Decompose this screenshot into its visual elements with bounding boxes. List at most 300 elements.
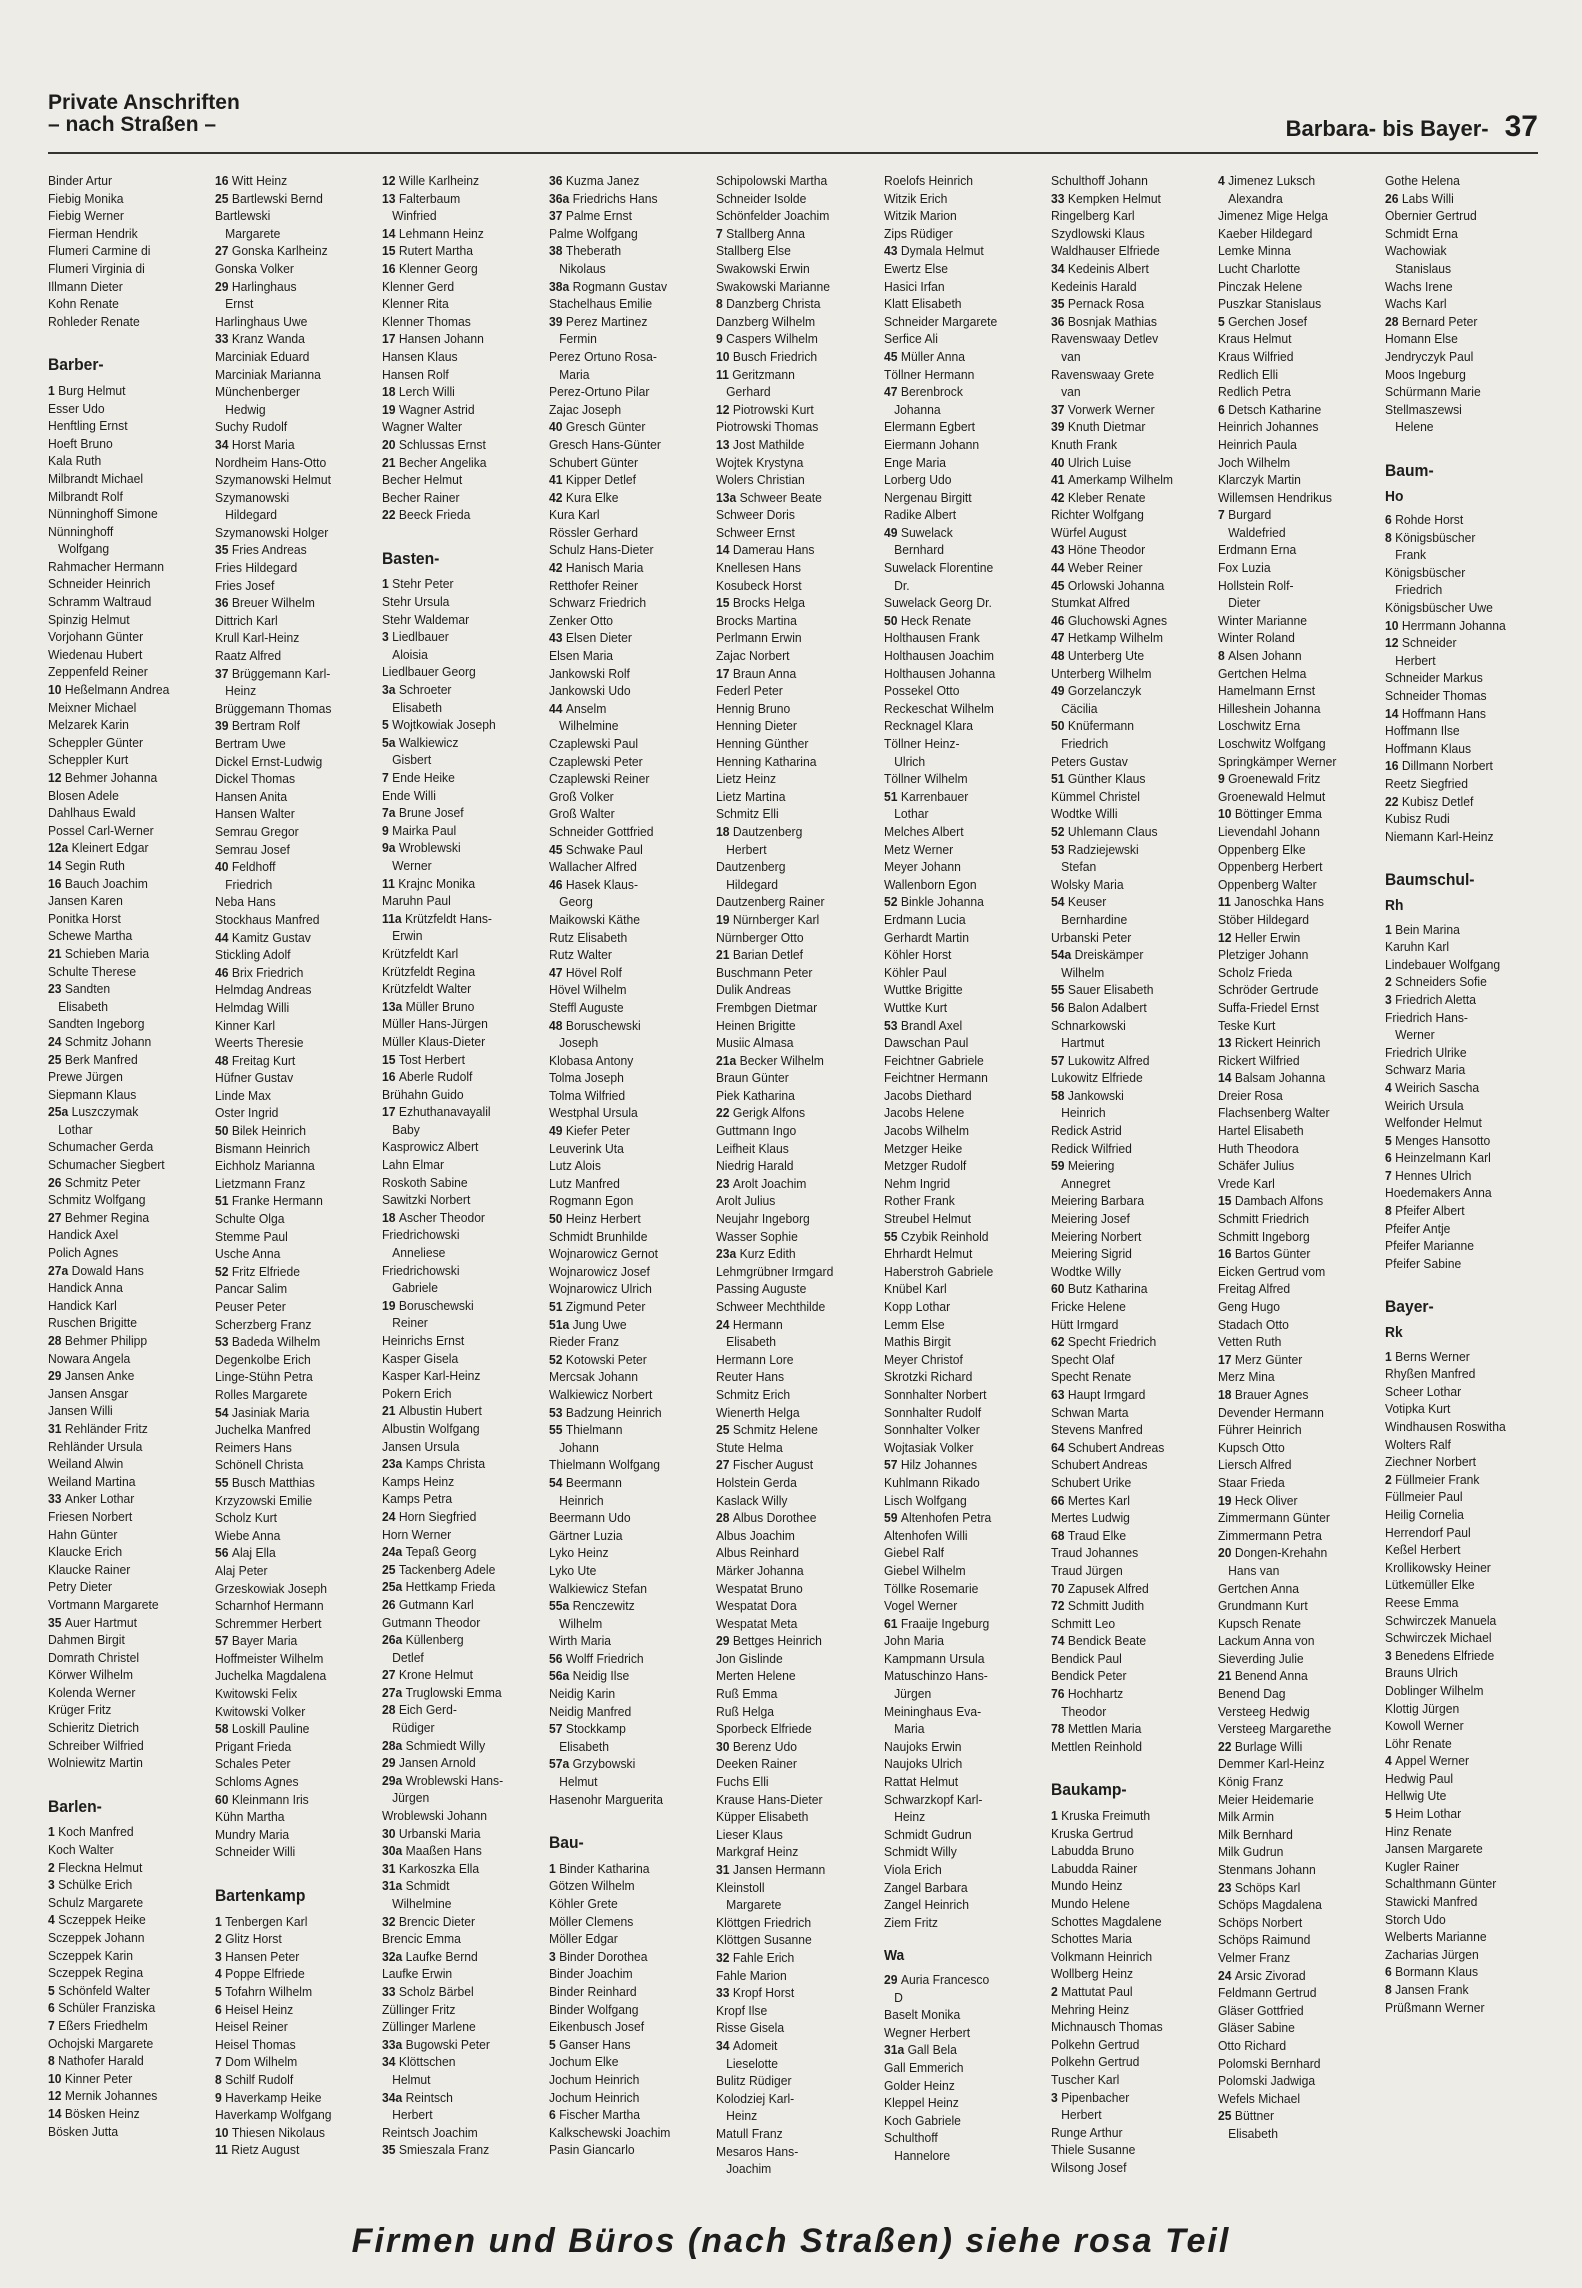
- spacer: [1385, 845, 1535, 857]
- resident-name: Czybik Reinhold: [900, 1228, 989, 1244]
- house-number: 61: [883, 1615, 901, 1631]
- resident-name: Boruschewski: [566, 1017, 642, 1033]
- resident-entry: [1218, 735, 1368, 753]
- resident-name: Lieselotte: [716, 2055, 779, 2071]
- district-code: Rk: [1384, 1324, 1403, 1342]
- resident-name: Wojnarowicz Ulrich: [549, 1281, 653, 1297]
- resident-entry: [549, 717, 699, 735]
- resident-name: Rutz Elisabeth: [549, 929, 628, 945]
- resident-name: Schipolowski Martha: [716, 173, 828, 188]
- resident-name: Dom Wilhelm: [225, 2054, 298, 2070]
- resident-name: Dr.: [883, 577, 910, 593]
- resident-entry: [48, 1297, 198, 1315]
- resident-name: Hansen Klaus: [382, 348, 458, 364]
- spacer: [1385, 1272, 1535, 1284]
- resident-entry: [1051, 506, 1201, 524]
- resident-name: Siepmann Klaus: [48, 1086, 137, 1102]
- house-number: 30: [716, 1738, 734, 1754]
- resident-name: Thiele Susanne: [1050, 2142, 1135, 2158]
- resident-name: Brix Friedrich: [231, 964, 304, 980]
- resident-name: Fischer August: [733, 1457, 814, 1473]
- resident-name: Melzarek Karin: [48, 717, 129, 733]
- house-number: 16: [48, 875, 65, 891]
- house-number: 31: [716, 1862, 734, 1877]
- resident-entry: [1385, 366, 1535, 384]
- resident-entry: [48, 892, 198, 910]
- resident-name: Schülke Erich: [58, 1877, 133, 1893]
- resident-name: van: [1050, 348, 1081, 364]
- resident-name: Brencic Emma: [382, 1931, 462, 1947]
- resident-entry: [549, 1052, 699, 1070]
- resident-entry: [1218, 612, 1368, 630]
- resident-entry: [382, 1244, 532, 1262]
- resident-entry: [1385, 1752, 1535, 1770]
- resident-name: Berk Manfred: [64, 1051, 138, 1067]
- resident-entry: [1218, 559, 1368, 577]
- house-number: 16: [1217, 1246, 1235, 1262]
- resident-entry: [1218, 1879, 1368, 1897]
- resident-entry: [382, 1614, 532, 1632]
- resident-entry: [48, 1244, 198, 1262]
- house-number: 33: [215, 331, 232, 347]
- resident-entry: [1385, 1893, 1535, 1911]
- resident-name: Groß Volker: [549, 788, 615, 804]
- resident-name: Jankowski Udo: [549, 683, 631, 699]
- resident-entry: [48, 1033, 198, 1051]
- resident-name: Palme Ernst: [566, 208, 633, 224]
- resident-entry: [382, 628, 532, 646]
- resident-name: Heinz: [215, 683, 257, 699]
- resident-name: Grundmann Kurt: [1217, 1598, 1308, 1614]
- resident-name: Friedrichowski: [382, 1262, 460, 1278]
- house-number: 12: [1217, 929, 1235, 945]
- resident-name: Schulte Olga: [215, 1211, 285, 1227]
- resident-entry: [716, 1984, 866, 2002]
- house-number: 66: [1050, 1492, 1068, 1508]
- house-number: 14: [716, 542, 734, 558]
- resident-entry: [1051, 612, 1201, 630]
- resident-entry: [1218, 436, 1368, 454]
- house-number: 4: [1384, 1079, 1395, 1095]
- resident-entry: [48, 2070, 198, 2088]
- resident-name: Rutz Walter: [549, 947, 613, 963]
- resident-name: Redlich Petra: [1217, 384, 1291, 400]
- resident-entry: [716, 1667, 866, 1685]
- spacer: [48, 1772, 198, 1784]
- resident-name: Meier Heidemarie: [1217, 1791, 1314, 1807]
- resident-name: Wefels Michael: [1217, 2090, 1300, 2106]
- resident-name: Schneider Willi: [215, 1844, 296, 1860]
- house-number: 22: [1217, 1738, 1235, 1754]
- resident-name: Krajnc Monika: [398, 875, 476, 891]
- resident-name: Stumkat Alfred: [1050, 595, 1130, 611]
- resident-name: Kropf Ilse: [716, 2002, 768, 2018]
- house-number: 28: [382, 1702, 400, 1718]
- resident-entry: [716, 1210, 866, 1228]
- resident-name: Feichtner Hermann: [883, 1070, 988, 1086]
- house-number: 5: [1384, 1132, 1395, 1148]
- resident-entry: [884, 2094, 1034, 2112]
- resident-name: Kalkschewski Joachim: [549, 2124, 671, 2140]
- resident-name: Bertram Uwe: [215, 736, 286, 751]
- resident-entry: [549, 418, 699, 436]
- resident-entry: [1218, 1544, 1368, 1562]
- resident-entry: [549, 1632, 699, 1650]
- resident-name: Homann Else: [1384, 331, 1458, 347]
- resident-name: Jimenez Luksch: [1227, 173, 1315, 188]
- house-number: 51: [549, 1299, 567, 1314]
- resident-name: Keßel Herbert: [1384, 1542, 1461, 1558]
- spacer: [1051, 1755, 1201, 1767]
- resident-entry: [1218, 1703, 1368, 1721]
- resident-entry: [382, 593, 532, 611]
- resident-name: Brocks Helga: [733, 595, 806, 611]
- house-number: 27a: [382, 1684, 406, 1700]
- house-number: 9: [382, 822, 393, 838]
- resident-entry: [1051, 242, 1201, 260]
- house-number: 28: [48, 1333, 65, 1348]
- street-heading: Baukamp-: [1050, 1780, 1127, 1800]
- resident-entry: [48, 1402, 198, 1420]
- resident-name: Liersch Alfred: [1217, 1457, 1292, 1473]
- resident-name: Binder Reinhard: [549, 1983, 638, 1999]
- resident-name: Grzybowski: [572, 1756, 636, 1772]
- resident-entry: [48, 875, 198, 893]
- resident-entry: [716, 2072, 866, 2090]
- resident-name: Hövel Rolf: [566, 964, 623, 980]
- resident-entry: [382, 1772, 532, 1790]
- resident-entry: [884, 366, 1034, 384]
- resident-name: Thielmann: [566, 1422, 623, 1438]
- resident-entry: [1218, 1439, 1368, 1457]
- house-number: 23: [1217, 1879, 1235, 1895]
- house-number: 21: [382, 454, 400, 470]
- resident-entry: [716, 1650, 866, 1668]
- resident-name: Kinner Karl: [215, 1017, 276, 1033]
- resident-entry: [382, 207, 532, 225]
- resident-entry: [549, 700, 699, 718]
- resident-entry: [382, 646, 532, 664]
- resident-name: Loskill Pauline: [231, 1721, 310, 1737]
- resident-name: Jansen Frank: [1394, 1982, 1469, 1997]
- resident-entry: [716, 1527, 866, 1545]
- house-number: 16: [1384, 758, 1402, 774]
- resident-entry: [1218, 788, 1368, 806]
- resident-entry: [716, 1826, 866, 1844]
- resident-name: Klenner Georg: [399, 260, 479, 276]
- resident-entry: [48, 1561, 198, 1579]
- resident-entry: [215, 999, 365, 1017]
- resident-name: Schulthoff: [883, 2130, 938, 2146]
- house-number: 19: [1217, 1492, 1235, 1508]
- resident-entry: [884, 841, 1034, 859]
- resident-entry: [1051, 1615, 1201, 1633]
- resident-name: Schulte Therese: [48, 963, 137, 979]
- resident-name: Wolff Friedrich: [566, 1650, 644, 1666]
- resident-name: Maikowski Käthe: [549, 911, 641, 927]
- resident-name: Dautzenberg Rainer: [716, 894, 826, 910]
- resident-entry: [549, 1983, 699, 2001]
- resident-entry: [884, 436, 1034, 454]
- resident-name: Suwelack Georg Dr.: [883, 595, 992, 611]
- resident-entry: [1218, 1192, 1368, 1210]
- resident-entry: [1051, 1069, 1201, 1087]
- resident-entry: [1051, 366, 1201, 384]
- resident-entry: [382, 1103, 532, 1121]
- house-number: 50: [549, 1211, 567, 1227]
- resident-entry: [215, 383, 365, 401]
- resident-name: Witzik Erich: [883, 190, 947, 206]
- resident-name: Specht Friedrich: [1067, 1334, 1156, 1350]
- resident-entry: [716, 841, 866, 859]
- resident-name: Keuser: [1067, 894, 1106, 910]
- resident-name: Kura Elke: [566, 489, 619, 505]
- resident-entry: [884, 541, 1034, 559]
- resident-entry: [48, 242, 198, 260]
- resident-entry: [549, 2124, 699, 2142]
- resident-entry: [1051, 577, 1201, 595]
- resident-name: Götzen Wilhelm: [549, 1878, 635, 1894]
- resident-entry: [48, 611, 198, 629]
- resident-entry: [215, 1316, 365, 1334]
- resident-name: Holthausen Frank: [883, 630, 980, 646]
- resident-entry: [48, 1737, 198, 1755]
- resident-name: Kleinert Edgar: [71, 840, 149, 856]
- resident-name: Fermin: [549, 331, 598, 347]
- resident-name: Elsen Maria: [549, 648, 614, 664]
- resident-entry: [1051, 1492, 1201, 1510]
- resident-name: Holstein Gerda: [716, 1474, 798, 1490]
- resident-entry: [215, 242, 365, 260]
- house-number: 51: [1050, 771, 1068, 787]
- resident-name: Bartos Günter: [1234, 1246, 1311, 1262]
- resident-name: Bartlewski: [215, 208, 271, 224]
- resident-name: Lyko Ute: [549, 1562, 597, 1578]
- resident-entry: [1051, 2141, 1201, 2159]
- resident-entry: [48, 575, 198, 593]
- resident-entry: [1218, 1562, 1368, 1580]
- house-number: 34: [382, 2054, 400, 2070]
- resident-entry: [1385, 1097, 1535, 1115]
- resident-entry: [1051, 1017, 1201, 1035]
- resident-entry: [48, 734, 198, 752]
- resident-entry: [549, 2053, 699, 2071]
- resident-entry: [884, 1456, 1034, 1474]
- house-number: 36a: [549, 190, 573, 206]
- house-number: 28: [716, 1510, 734, 1526]
- resident-entry: [716, 1685, 866, 1703]
- resident-entry: [1051, 295, 1201, 313]
- resident-name: Becher Helmut: [382, 472, 463, 488]
- resident-name: Merz Günter: [1234, 1351, 1303, 1367]
- house-number: 6: [1217, 401, 1228, 417]
- resident-entry: [1051, 823, 1201, 841]
- resident-entry: [716, 1738, 866, 1756]
- resident-name: Votipka Kurt: [1384, 1401, 1451, 1417]
- resident-entry: [382, 681, 532, 699]
- resident-name: Stanislaus: [1384, 260, 1451, 276]
- resident-entry: [1218, 2107, 1368, 2125]
- house-number: 74: [1050, 1633, 1068, 1649]
- resident-name: Rietz August: [231, 2142, 300, 2158]
- resident-name: Winter Marianne: [1217, 612, 1307, 628]
- resident-name: Harlinghaus Uwe: [215, 313, 308, 329]
- resident-name: Unterberg Ute: [1067, 648, 1144, 664]
- resident-name: Lisch Wolfgang: [883, 1492, 967, 1508]
- resident-name: Kolodziej Karl-: [716, 2090, 795, 2106]
- resident-name: Renczewitz: [572, 1598, 635, 1614]
- resident-name: Scheer Lothar: [1384, 1383, 1462, 1399]
- resident-entry: [716, 1597, 866, 1615]
- house-number: 47: [883, 384, 901, 400]
- resident-entry: [1218, 1615, 1368, 1633]
- resident-name: Moos Ingeburg: [1384, 366, 1466, 382]
- house-number: 48: [215, 1052, 232, 1068]
- resident-name: Schottes Magdalene: [1050, 1913, 1162, 1929]
- resident-name: Rohleder Renate: [48, 313, 140, 329]
- resident-name: Balsam Johanna: [1234, 1070, 1326, 1086]
- house-number: 34: [716, 2037, 734, 2053]
- resident-entry: [382, 1402, 532, 1420]
- resident-name: Feichtner Gabriele: [883, 1052, 984, 1068]
- house-number: 29: [215, 278, 232, 294]
- resident-name: Krüger Fritz: [48, 1702, 112, 1718]
- resident-entry: [215, 1930, 365, 1948]
- resident-name: Nordheim Hans-Otto: [215, 454, 327, 470]
- resident-name: Bugowski Peter: [405, 2036, 491, 2052]
- resident-entry: [884, 1439, 1034, 1457]
- resident-name: Pancar Salim: [215, 1281, 288, 1297]
- resident-name: Albustin Wolfgang: [382, 1420, 480, 1436]
- resident-entry: [1051, 841, 1201, 859]
- resident-entry: [1218, 1984, 1368, 2002]
- resident-entry: [716, 366, 866, 384]
- header-title-line2: – nach Straßen –: [48, 113, 217, 136]
- resident-name: Mundo Helene: [1050, 1896, 1130, 1911]
- resident-entry: [382, 1226, 532, 1244]
- resident-name: Weirich Sascha: [1394, 1079, 1480, 1095]
- resident-entry: [48, 435, 198, 453]
- resident-entry: [215, 841, 365, 859]
- resident-name: Geng Hugo: [1217, 1299, 1280, 1314]
- resident-name: Stockhaus Manfred: [215, 911, 320, 927]
- resident-entry: [884, 418, 1034, 436]
- resident-entry: [716, 348, 866, 366]
- resident-name: D: [883, 1989, 903, 2005]
- resident-name: Groß Walter: [549, 806, 615, 822]
- resident-name: Usche Anna: [215, 1246, 281, 1262]
- resident-entry: [1218, 1052, 1368, 1070]
- resident-name: Theberath: [566, 243, 622, 259]
- resident-name: Schumacher Siegbert: [48, 1157, 165, 1173]
- resident-name: Hansen Rolf: [382, 366, 449, 382]
- resident-name: Waldhauser Elfriede: [1050, 243, 1160, 259]
- resident-name: Mertes Ludwig: [1050, 1510, 1130, 1526]
- resident-name: Mairka Paul: [392, 822, 457, 838]
- resident-entry: [215, 2089, 365, 2107]
- resident-name: Henning Günther: [716, 736, 809, 751]
- resident-name: Juchelka Magdalena: [215, 1668, 327, 1684]
- resident-name: Radike Albert: [883, 507, 956, 523]
- house-number: 17: [382, 331, 400, 347]
- resident-name: Behmer Regina: [64, 1209, 150, 1225]
- resident-entry: [48, 787, 198, 805]
- resident-entry: [382, 1948, 532, 1966]
- resident-entry: [1385, 383, 1535, 401]
- resident-entry: [1218, 1773, 1368, 1791]
- resident-entry: [382, 1455, 532, 1473]
- resident-entry: [1051, 1245, 1201, 1263]
- resident-entry: [215, 295, 365, 313]
- resident-entry: [1051, 524, 1201, 542]
- resident-name: Ehrhardt Helmut: [883, 1246, 972, 1262]
- resident-name: Pipenbacher: [1060, 2089, 1129, 2105]
- resident-entry: [48, 313, 198, 331]
- resident-entry: [382, 2018, 532, 2036]
- resident-entry: [1218, 1667, 1368, 1685]
- house-number: 14: [382, 225, 400, 241]
- resident-name: Alexandra: [1217, 190, 1283, 206]
- resident-entry: [1385, 810, 1535, 828]
- resident-entry: [716, 278, 866, 296]
- house-number: 1: [382, 576, 393, 592]
- resident-name: Handick Karl: [48, 1297, 117, 1313]
- house-number: 37: [549, 208, 567, 224]
- resident-entry: [215, 1280, 365, 1298]
- resident-name: Dymala Helmut: [900, 243, 984, 259]
- house-number: 13: [716, 436, 734, 452]
- resident-entry: [1385, 295, 1535, 313]
- resident-entry: [549, 1298, 699, 1316]
- house-number: 22: [382, 507, 400, 523]
- house-number: 20: [1217, 1545, 1235, 1561]
- resident-entry: [884, 647, 1034, 665]
- resident-entry: [1385, 260, 1535, 278]
- house-number: 60: [1050, 1281, 1068, 1297]
- resident-name: Heisel Thomas: [215, 2036, 296, 2052]
- resident-entry: [884, 946, 1034, 964]
- resident-entry: [48, 1103, 198, 1121]
- resident-name: Prewe Jürgen: [48, 1069, 123, 1085]
- resident-entry: [1218, 823, 1368, 841]
- resident-entry: [48, 822, 198, 840]
- resident-entry: [716, 1632, 866, 1650]
- resident-entry: [1051, 1368, 1201, 1386]
- resident-entry: [1051, 964, 1201, 982]
- resident-entry: [884, 2129, 1034, 2147]
- resident-name: Golder Heinz: [883, 2077, 955, 2093]
- resident-name: Hoffmann Ilse: [1384, 723, 1460, 739]
- resident-entry: [549, 1368, 699, 1386]
- house-number: 4: [1384, 1753, 1395, 1769]
- resident-name: Stevens Manfred: [1050, 1422, 1143, 1438]
- resident-entry: [382, 313, 532, 331]
- resident-entry: [549, 1615, 699, 1633]
- resident-name: Wojtasiak Volker: [883, 1439, 974, 1455]
- house-number: 6: [1384, 512, 1395, 528]
- resident-name: Poppe Elfriede: [225, 1966, 305, 1982]
- resident-name: Binder Dorothea: [559, 1948, 648, 1964]
- resident-entry: [382, 1138, 532, 1156]
- resident-name: Jansen Margarete: [1384, 1841, 1483, 1857]
- resident-entry: [884, 1333, 1034, 1351]
- resident-entry: [549, 841, 699, 859]
- resident-name: Lindebauer Wolfgang: [1384, 956, 1501, 972]
- resident-name: Hasek Klaus-: [566, 876, 639, 892]
- resident-entry: [215, 805, 365, 823]
- resident-entry: [215, 541, 365, 559]
- resident-name: Szymanowski Holger: [215, 524, 329, 540]
